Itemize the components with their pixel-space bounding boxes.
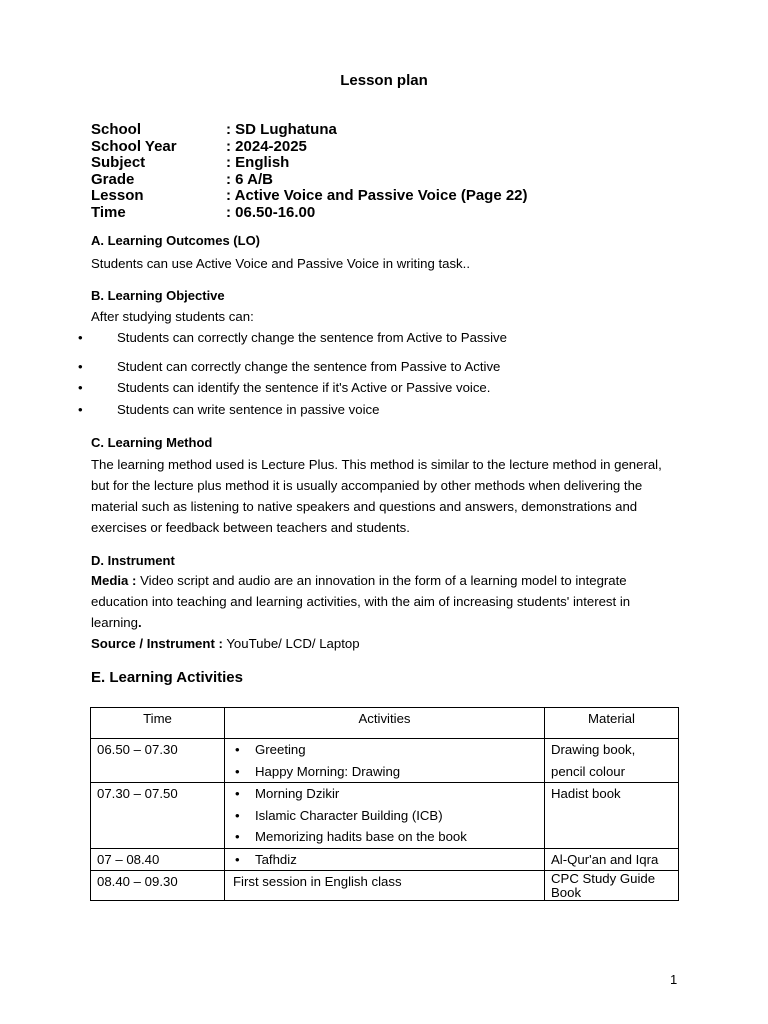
activity-item <box>231 826 538 848</box>
media-period: . <box>137 615 142 630</box>
activities-cell <box>225 739 545 783</box>
section-a-text: Students can use Active Voice and Passive Voice in writing task.. <box>91 256 470 271</box>
activities-cell <box>225 848 545 871</box>
bullet-icon: • <box>235 829 240 844</box>
table-row <box>91 871 679 901</box>
activity-item <box>231 761 538 783</box>
media-text: Video script and audio are an innovation in the form of a learning model to integrate education into teaching and learning activities, with the aim of increasing students' interest in learning <box>91 573 631 630</box>
activities-table <box>90 707 679 901</box>
info-value: : Active Voice and Passive Voice (Page 22) <box>226 187 528 205</box>
material-cell: Al-Qur'an and Iqra <box>545 848 679 871</box>
activity-item <box>231 739 538 761</box>
info-row-school <box>91 122 528 139</box>
material-cell: CPC Study Guide Book <box>545 871 679 901</box>
section-c-heading: C. Learning Method <box>91 435 213 450</box>
bullet-icon: • <box>78 402 83 417</box>
bullet-icon: • <box>78 330 83 345</box>
column-header-activities: Activities <box>225 708 545 739</box>
info-key: Time <box>91 203 126 221</box>
list-item-text: Students can write sentence in passive voice <box>117 402 380 417</box>
material-cell: Hadist book <box>545 783 679 849</box>
column-header-material: Material <box>545 708 679 739</box>
material-cell: Drawing book, pencil colour <box>545 739 679 783</box>
section-d-heading: D. Instrument <box>91 553 175 568</box>
info-value: : 06.50-16.00 <box>226 203 316 221</box>
info-key: Lesson <box>91 187 144 205</box>
section-c-text: The learning method used is Lecture Plus. This method is similar to the lecture method in general, but for the lecture plus method it is usually accompanied by other methods when delivering the material such as listening to native speakers and questions and answers, demonstrations and exercises or feedback between teachers and students. <box>91 457 662 535</box>
info-key: Grade <box>91 170 135 188</box>
source-text: YouTube/ LCD/ Laptop <box>222 636 360 651</box>
info-key: School Year <box>91 137 177 155</box>
section-b-heading: B. Learning Objective <box>91 288 225 303</box>
info-value: : 6 A/B <box>226 170 273 188</box>
info-value: : English <box>226 154 290 172</box>
activity-item <box>231 849 538 871</box>
activity-text: Happy Morning: Drawing <box>255 763 401 779</box>
activity-text: Greeting <box>255 742 306 757</box>
table-row <box>91 848 679 871</box>
activities-cell: First session in English class <box>225 871 545 901</box>
activity-item <box>231 805 538 827</box>
info-key: School <box>91 121 142 138</box>
info-row-school-year <box>91 139 528 156</box>
section-b-intro: After studying students can: <box>91 309 254 324</box>
page-number: 1 <box>670 972 678 987</box>
time-cell: 06.50 – 07.30 <box>91 739 225 783</box>
info-row-grade <box>91 172 528 189</box>
info-block <box>91 122 528 222</box>
section-e-heading: E. Learning Activities <box>91 669 243 686</box>
list-item-text: Student can correctly change the sentence from Passive to Active <box>117 359 501 374</box>
activity-text: Memorizing hadits base on the book <box>255 829 467 844</box>
table-header-row <box>91 708 679 739</box>
info-row-time <box>91 205 528 222</box>
time-cell: 07.30 – 07.50 <box>91 783 225 849</box>
activity-text: Islamic Character Building (ICB) <box>255 807 443 823</box>
column-header-time: Time <box>91 708 225 739</box>
section-d-source <box>91 633 681 654</box>
table-row <box>91 783 679 849</box>
bullet-icon: • <box>235 742 240 757</box>
activities-cell <box>225 783 545 849</box>
table-row <box>91 739 679 783</box>
info-value: : SD Lughatuna <box>226 121 337 138</box>
list-item-text: Students can identify the sentence if it's Active or Passive voice. <box>117 380 491 395</box>
page-title: Lesson plan <box>340 72 428 89</box>
source-label: Source / Instrument : <box>91 636 223 651</box>
bullet-icon: • <box>235 851 240 867</box>
bullet-icon: • <box>78 359 83 374</box>
info-key: Subject <box>91 154 146 172</box>
info-row-subject <box>91 155 528 172</box>
list-item-text: Students can correctly change the sentence from Active to Passive <box>117 330 507 345</box>
bullet-icon: • <box>235 786 240 801</box>
time-cell: 07 – 08.40 <box>91 848 225 871</box>
section-a-heading: A. Learning Outcomes (LO) <box>91 233 261 248</box>
bullet-icon: • <box>235 807 240 823</box>
activity-item <box>231 783 538 805</box>
bullet-icon: • <box>78 380 83 395</box>
info-row-lesson <box>91 188 528 205</box>
info-value: : 2024-2025 <box>226 137 307 155</box>
section-d-media <box>91 570 681 633</box>
time-cell: 08.40 – 09.30 <box>91 871 225 901</box>
activity-text: Morning Dzikir <box>255 786 340 801</box>
activity-text: Tafhdiz <box>255 851 297 867</box>
media-label: Media : <box>91 573 137 588</box>
bullet-icon: • <box>235 763 240 779</box>
